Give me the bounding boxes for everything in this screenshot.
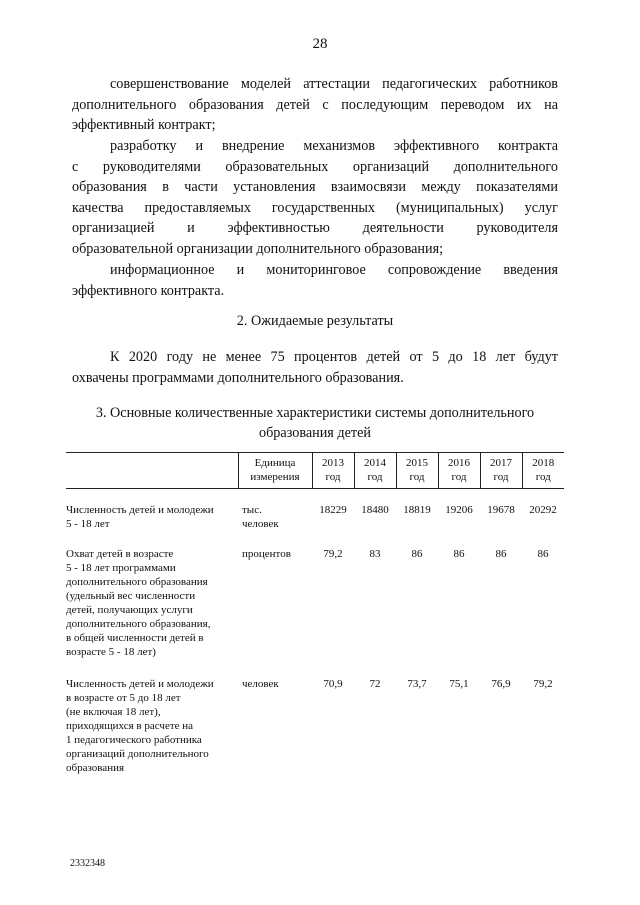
row-name-line: приходящихся в расчете на: [66, 719, 194, 732]
year-word: год: [451, 471, 467, 483]
row-name-line: 5 - 18 лет программами: [66, 561, 176, 574]
row-name-line: (не включая 18 лет),: [66, 705, 161, 718]
header-year-cell: [312, 453, 354, 489]
row-name-cell: [66, 547, 238, 659]
value-cell: 76,9: [491, 677, 511, 690]
row-name-line: (удельный вес численности: [66, 589, 196, 602]
value-cell: 19206: [445, 503, 473, 516]
table-header-row: [66, 453, 564, 489]
year-word: год: [409, 471, 425, 483]
row-unit-cell: [238, 503, 312, 531]
row-name-line: Охват детей в возрасте: [66, 547, 174, 560]
table-row: [66, 547, 564, 659]
heading-line: 3. Основные количественные характеристики системы дополнительного: [95, 405, 535, 421]
row-unit-cell: [238, 547, 312, 659]
header-unit-line: Единица: [254, 457, 296, 469]
footer-code: 2332348: [70, 858, 105, 869]
row-unit-line: тыс.: [242, 503, 262, 516]
row-name-line: дополнительного образования: [66, 575, 208, 588]
value-cell: 83: [369, 547, 381, 560]
text-line: эффективного контракта.: [72, 282, 225, 299]
page-number: 28: [312, 36, 328, 52]
value-cell: 79,2: [323, 547, 343, 560]
section-results-text: [72, 347, 558, 388]
text-line: охвачены программами дополнительного образования.: [72, 369, 404, 386]
row-name-line: в возрасте от 5 до 18 лет: [66, 691, 181, 704]
list-item-attestation: [72, 74, 558, 136]
value-cell: 73,7: [407, 677, 427, 690]
row-name-line: Численность детей и молодежи: [66, 503, 214, 516]
year-value: 2013: [322, 457, 344, 469]
text-line: К 2020 году не менее 75 процентов детей от 5 до 18 лет будут: [110, 349, 558, 365]
header-year-cell: [480, 453, 522, 489]
row-name-line: возрасте 5 - 18 лет): [66, 645, 156, 658]
row-unit-line: человек: [242, 517, 279, 530]
text-line: разработку и внедрение механизмов эффективного контракта: [110, 138, 558, 154]
text-line: с руководителями образовательных организаций дополнительного: [72, 158, 558, 175]
heading-line: образования детей: [259, 425, 371, 441]
row-name-line: образования: [66, 761, 125, 774]
year-word: год: [535, 471, 551, 483]
value-cell: 72: [369, 677, 381, 690]
value-cell: 86: [537, 547, 549, 560]
characteristics-table: [66, 452, 564, 775]
row-name-line: в общей численности детей в: [66, 631, 204, 644]
header-year-cell: [522, 453, 564, 489]
text-line: информационное и мониторинговое сопровождение введения: [110, 262, 558, 278]
row-name-line: дополнительного образования,: [66, 617, 211, 630]
section-heading-results: 2. Ожидаемые результаты: [236, 313, 394, 329]
year-word: год: [325, 471, 341, 483]
table-row: [66, 503, 564, 531]
value-cell: 20292: [529, 503, 557, 516]
value-cell: 19678: [487, 503, 515, 516]
header-unit-cell: [238, 453, 312, 489]
row-name-cell: [66, 677, 238, 775]
table-row: [66, 677, 564, 775]
row-name-line: Численность детей и молодежи: [66, 677, 214, 690]
row-name-line: 5 - 18 лет: [66, 517, 110, 530]
text-line: организацией и эффективностью деятельности руководителя: [72, 220, 558, 237]
header-year-cell: [354, 453, 396, 489]
text-line: образовательной организации дополнительного образования;: [72, 240, 444, 257]
value-cell: 18480: [361, 503, 389, 516]
row-unit-cell: [238, 677, 312, 775]
text-line: совершенствование моделей аттестации педагогических работников: [110, 76, 558, 92]
header-year-cell: [438, 453, 480, 489]
row-name-cell: [66, 503, 238, 531]
year-value: 2015: [406, 457, 428, 469]
header-name-cell: [66, 453, 238, 489]
year-value: 2014: [364, 457, 386, 469]
year-word: год: [367, 471, 383, 483]
row-unit-line: процентов: [242, 547, 291, 560]
list-item-monitoring: [72, 260, 558, 301]
value-cell: 70,9: [323, 677, 343, 690]
value-cell: 86: [495, 547, 507, 560]
text-line: эффективный контракт;: [72, 117, 216, 134]
header-unit-line: измерения: [250, 471, 300, 483]
year-word: год: [493, 471, 509, 483]
row-name-line: организаций дополнительного: [66, 747, 209, 760]
value-cell: 18819: [403, 503, 431, 516]
text-line: дополнительного образования детей с последующим переводом их на: [72, 96, 558, 113]
row-name-line: детей, получающих услуги: [66, 603, 193, 616]
value-cell: 79,2: [533, 677, 553, 690]
year-value: 2018: [532, 457, 555, 469]
value-cell: 86: [453, 547, 465, 560]
value-cell: 18229: [319, 503, 347, 516]
text-line: качества предоставляемых государственных (муниципальных) услуг: [72, 199, 558, 216]
row-name-line: 1 педагогического работника: [66, 733, 202, 746]
text-line: образования в части установления взаимосвязи между показателями: [72, 179, 558, 196]
section-heading-characteristics: [60, 403, 570, 443]
value-cell: 86: [411, 547, 423, 560]
header-year-cell: [396, 453, 438, 489]
value-cell: 75,1: [449, 677, 469, 690]
year-value: 2017: [490, 457, 512, 469]
year-value: 2016: [448, 457, 470, 469]
row-unit-line: человек: [242, 677, 279, 690]
list-item-effective-contract: [72, 136, 558, 260]
